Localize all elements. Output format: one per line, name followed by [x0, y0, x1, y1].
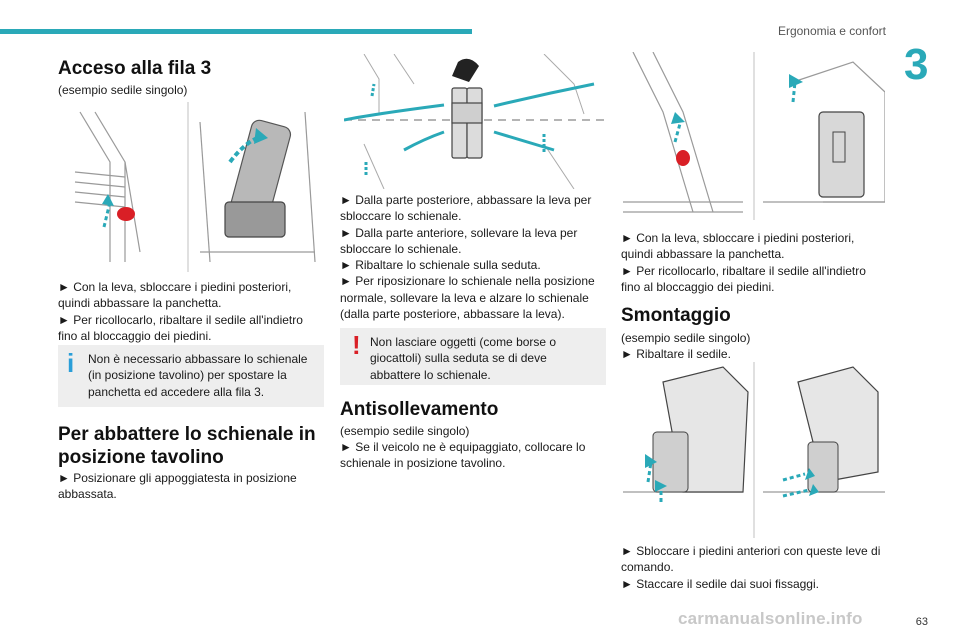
step-ribaltare: ► Ribaltare il sedile.	[621, 347, 731, 361]
steps2-col2: ► Se il veicolo ne è equipaggiato, collocare lo schienale in posizione tavolino.	[340, 440, 586, 471]
subtitle-antisollevamento: (esempio sedile singolo)	[340, 424, 470, 438]
heading-smontaggio: Smontaggio	[621, 305, 731, 326]
chapter-number: 3	[904, 40, 929, 89]
subtitle-smontaggio: (esempio sedile singolo)	[621, 331, 751, 345]
illustration-seat-removal	[623, 362, 885, 538]
subtitle-example: (esempio sedile singolo)	[58, 83, 188, 97]
heading-acceso-fila-3: Acceso alla fila 3	[58, 58, 212, 79]
info-note-text: Non è necessario abbassare lo schienale (in posizione tavolino) per spostare la panchetta ed accedere alla fila 3.	[88, 352, 308, 399]
watermark: carmanualsonline.info	[678, 609, 863, 628]
warning-note-text: Non lasciare oggetti (come borse o giocattoli) sulla seduta se di deve abbattere lo schienale.	[370, 335, 557, 382]
header-accent-bar	[0, 29, 472, 34]
steps-col2: ► Dalla parte posteriore, abbassare la leva per sbloccare lo schienale. ► Dalla parte anteriore, sollevare la leva per sbloccare lo schienale. ► Ribaltare lo schienale sulla seduta. ► Per riposizionare lo schienale nella posizione normale, sollevare la leva e alzare lo schienale (dalla parte posteriore, abbassare la leva).	[340, 193, 595, 322]
section-title: Ergonomia e confort	[777, 24, 886, 38]
warning-note	[340, 328, 606, 385]
steps2-col1: ► Posizionare gli appoggiatesta in posizione abbassata.	[58, 471, 297, 502]
illustration-seat-lever	[70, 102, 322, 272]
steps2-col3: ► Sbloccare i piedini anteriori con queste leve di comando. ► Staccare il sedile dai suoi fissaggi.	[621, 544, 881, 591]
steps-col3: ► Con la leva, sbloccare i piedini posteriori, quindi abbassare la panchetta. ► Per ricollocarlo, ribaltare il sedile all'indietro fino al bloccaggio dei piedini.	[621, 231, 866, 294]
steps-col1: ► Con la leva, sbloccare i piedini posteriori, quindi abbassare la panchetta. ► Per ricollocarlo, ribaltare il sedile all'indietro fino al bloccaggio dei piedini.	[58, 280, 303, 343]
warning-icon: !	[352, 330, 361, 360]
illustration-backrest-lever	[344, 54, 606, 189]
illustration-feet-lever	[623, 52, 885, 220]
heading-antisollevamento: Antisollevamento	[340, 399, 499, 420]
heading-abbattere-schienale: Per abbattere lo schienale in posizione tavolino	[58, 424, 316, 468]
page-number: 63	[915, 616, 928, 628]
info-note	[58, 345, 324, 407]
info-icon: i	[67, 348, 75, 378]
